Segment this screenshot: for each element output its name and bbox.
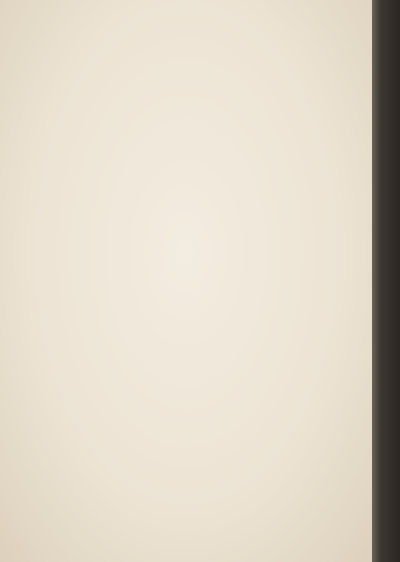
left-column	[30, 30, 186, 520]
book-binding-edge	[372, 0, 400, 562]
text-columns	[30, 30, 354, 520]
right-column	[198, 30, 354, 520]
